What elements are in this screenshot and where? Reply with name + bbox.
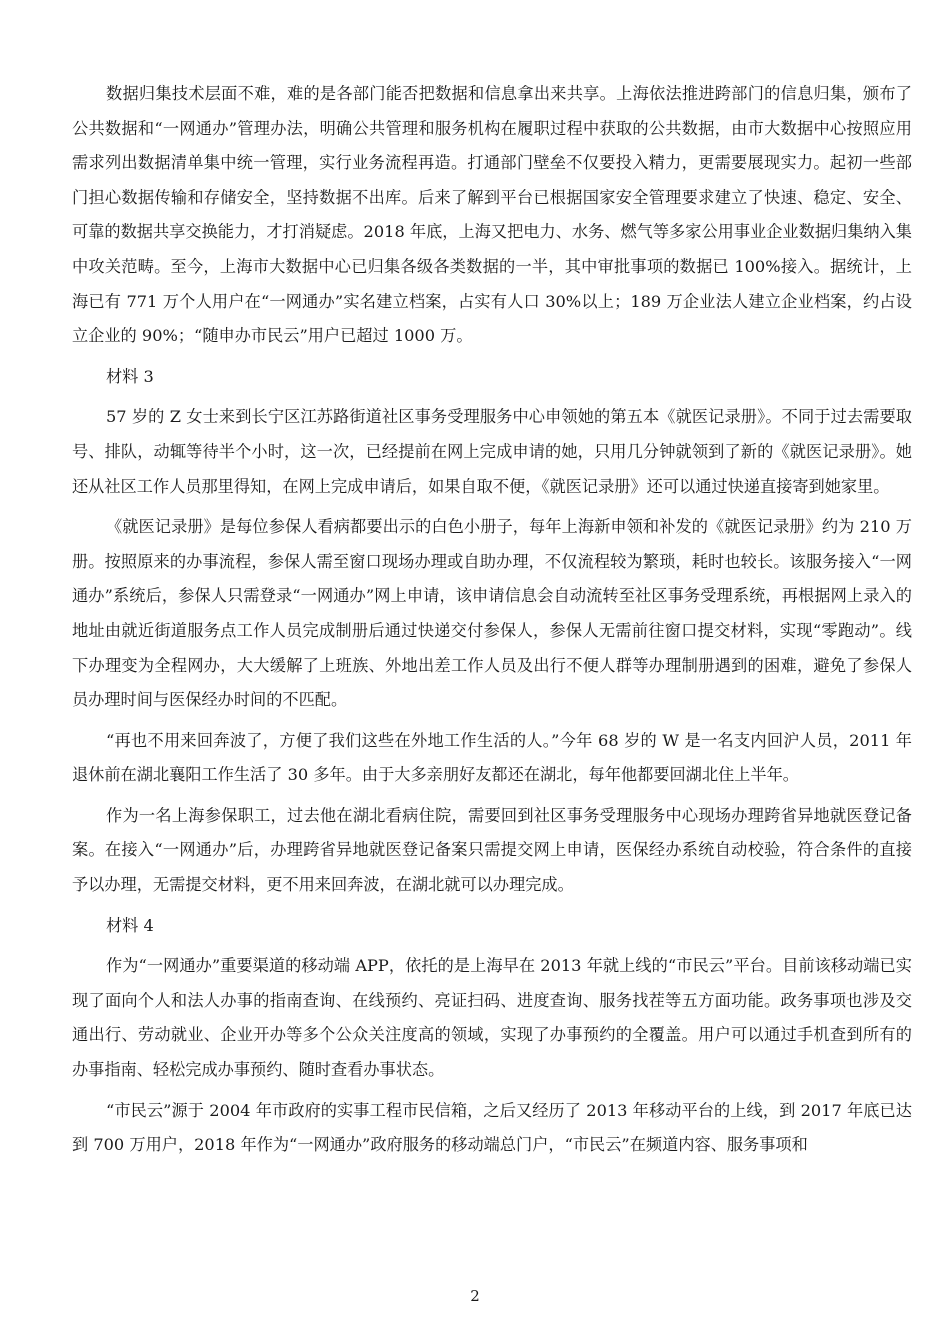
paragraph-data-collection: 数据归集技术层面不难，难的是各部门能否把数据和信息拿出来共享。上海依法推进跨部门的信息归集，颁布了公共数据和“一网通办”管理办法，明确公共管理和服务机构在履职过程中获取的公共数据，由市大数据中心按照应用需求列出数据清单集中统一管理，实行业务流程再造。打通部门壁垒不仅要投入精力，更需要展现实力。起初一些部门担心数据传输和存储安全，坚持数据不出库。后来了解到平台已根据国家安全管理要求建立了快速、稳定、安全、可靠的数据共享交换能力，才打消疑虑。2018 年底，上海又把电力、水务、燃气等多家公用事业企业数据归集纳入集中攻关范畴。至今，上海市大数据中心已归集各级各类数据的一半，其中审批事项的数据已 100%接入。据统计，上海已有 771 万个人用户在“一网通办”实名建立档案，占实有人口 30%以上；189 万企业法人建立企业档案，约占设立企业的 90%；“随申办市民云”用户已超过 1000 万。 xyxy=(72,84,912,346)
section-heading-material-3: 材料 3 xyxy=(106,366,154,386)
section-heading-material-4: 材料 4 xyxy=(106,915,154,935)
document-body xyxy=(72,77,912,1169)
paragraph-citizen-cloud: “市民云”源于 2004 年市政府的实事工程市民信箱，之后又经历了 2013 年移动平台的上线，到 2017 年底已达到 700 万用户，2018 年作为“一网通办”政府服务的移动端总门户，“市民云”在频道内容、服务事项和 xyxy=(72,1100,912,1155)
paragraph-ms-z: 57 岁的 Z 女士来到长宁区江苏路街道社区事务受理服务中心申领她的第五本《就医记录册》。不同于过去需要取号、排队，动辄等待半个小时，这一次，已经提前在网上完成申请的她，只用几分钟就领到了新的《就医记录册》。她还从社区工作人员那里得知，在网上完成申请后，如果自取不便，《就医记录册》还可以通过快递直接寄到她家里。 xyxy=(72,407,912,496)
paragraph-mobile-app: 作为“一网通办”重要渠道的移动端 APP，依托的是上海早在 2013 年就上线的“市民云”平台。目前该移动端已实现了面向个人和法人办事的指南查询、在线预约、亮证扫码、进度查询、服务找茬等五方面功能。政务事项也涉及交通出行、劳动就业、企业开办等多个公众关注度高的领域，实现了办事预约的全覆盖。用户可以通过手机查到所有的办事指南、轻松完成办事预约、随时查看办事状态。 xyxy=(72,956,912,1080)
paragraph-medical-record-book: 《就医记录册》是每位参保人看病都要出示的白色小册子，每年上海新申领和补发的《就医记录册》约为 210 万册。按照原来的办事流程，参保人需至窗口现场办理或自助办理，不仅流程较为繁琐，耗时也较长。该服务接入“一网通办”系统后，参保人只需登录“一网通办”网上申请，该申请信息会自动流转至社区事务受理系统，再根据网上录入的地址由就近街道服务点工作人员完成制册后通过快递交付参保人，参保人无需前往窗口提交材料，实现“零跑动”。线下办理变为全程网办，大大缓解了上班族、外地出差工作人员及出行不便人群等办理制册遇到的困难，避免了参保人员办理时间与医保经办时间的不匹配。 xyxy=(72,517,912,710)
paragraph-w-quote: “再也不用来回奔波了，方便了我们这些在外地工作生活的人。”今年 68 岁的 W 是一名支内回沪人员，2011 年退休前在湖北襄阳工作生活了 30 多年。由于大多亲朋好友都还在湖北，每年他都要回湖北住上半年。 xyxy=(72,730,912,785)
page-number: 2 xyxy=(470,1287,480,1305)
paragraph-remote-medical-registration: 作为一名上海参保职工，过去他在湖北看病住院，需要回到社区事务受理服务中心现场办理跨省异地就医登记备案。在接入“一网通办”后，办理跨省异地就医登记备案只需提交网上申请，医保经办系统自动校验，符合条件的直接予以办理，无需提交材料，更不用来回奔波，在湖北就可以办理完成。 xyxy=(72,805,912,895)
